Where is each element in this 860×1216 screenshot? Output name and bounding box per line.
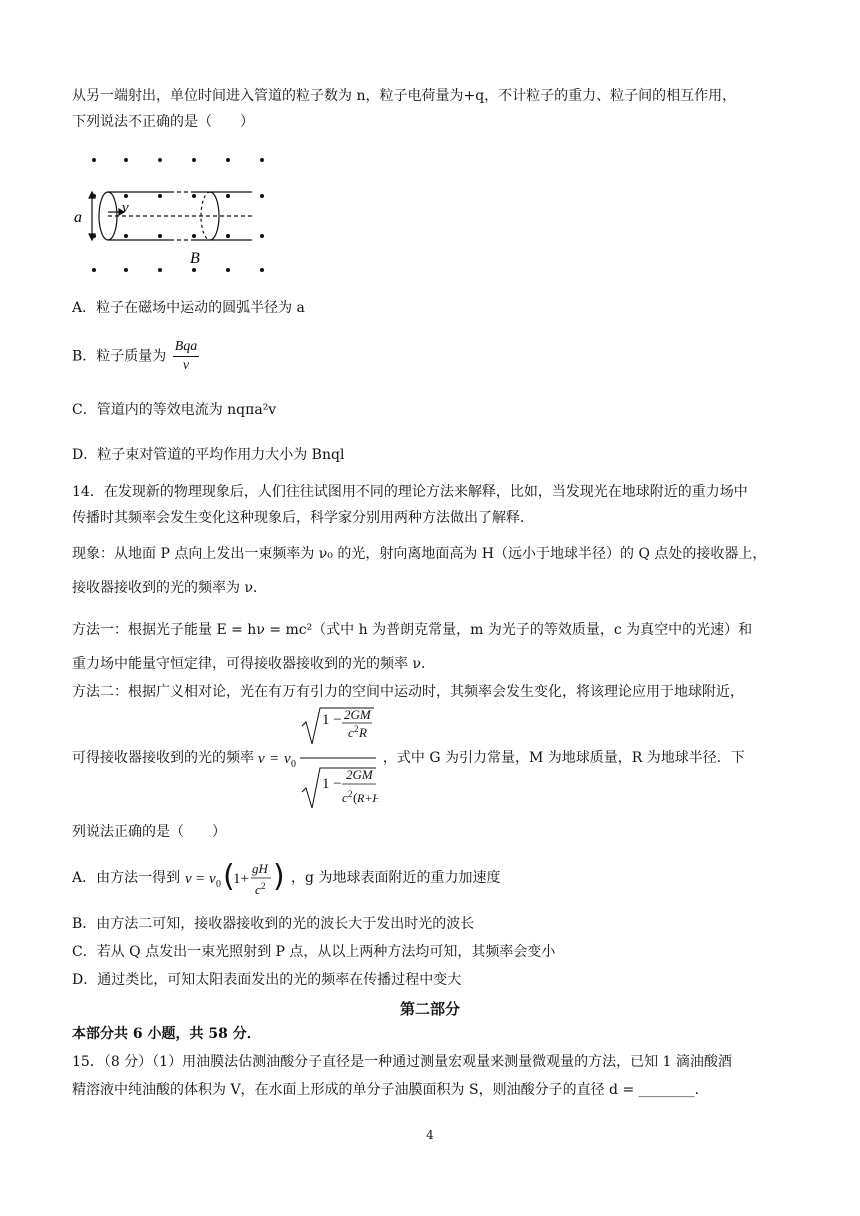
q14-method1-line2: 重力场中能量守恒定律，可得接收器接收到的光的频率 ν． <box>72 656 435 672</box>
svg-text:ν: ν <box>258 751 266 767</box>
pipe <box>89 192 252 240</box>
svg-text:0: 0 <box>291 759 297 770</box>
svg-text:2: 2 <box>260 881 266 891</box>
svg-text:2: 2 <box>348 789 353 799</box>
q13-option-c: C．管道内的等效电流为 nqπa²v <box>72 402 277 418</box>
label-B: B <box>190 250 200 267</box>
q14-method2-line1: 方法二：根据广义相对论，光在有万有引力的空间中运动时，其频率会发生变化，将该理论应用于地球附近， <box>72 684 744 700</box>
svg-text:c: c <box>348 725 355 740</box>
svg-text:c: c <box>254 882 261 897</box>
q14-method2-line2 <box>72 707 745 805</box>
q13-option-b-prefix: B．粒子质量为 <box>72 348 167 365</box>
q14-option-c: C．若从 Q 点发出一束光照射到 P 点，从以上两种方法均可知，其频率会变小 <box>72 944 556 960</box>
svg-text:gH: gH <box>251 861 268 876</box>
svg-text:R: R <box>359 725 368 740</box>
svg-text:=: = <box>270 751 279 767</box>
q14-option-a-suffix: ，g 为地球表面附近的重力加速度 <box>291 870 501 886</box>
q13-option-b <box>72 338 201 375</box>
svg-text:2GM: 2GM <box>344 707 372 722</box>
part2-summary: 本部分共 6 小题，共 58 分． <box>72 1026 261 1042</box>
magnetic-pipe-figure <box>70 150 280 285</box>
q14-stem-line1: 14．在发现新的物理现象后，人们往往试图用不同的理论方法来解释，比如，当发现光在地球附近的重力场中 <box>72 484 748 500</box>
q14-method2-line3: 列说法正确的是（ ） <box>72 824 226 840</box>
label-a: a <box>74 209 82 226</box>
page-number: 4 <box>426 1128 434 1142</box>
svg-text:ν: ν <box>184 871 192 887</box>
part2-heading: 第二部分 <box>399 1000 460 1018</box>
frequency-formula <box>258 706 378 810</box>
q15-line1: 15．（8 分）（1）用油膜法估测油酸分子直径是一种通过测量宏观量来测量微观量的方法，已知 1 滴油酸酒 <box>72 1054 732 1070</box>
svg-text:2: 2 <box>354 724 359 734</box>
svg-text:1 −: 1 − <box>322 712 343 728</box>
q14-method2-suffix: ，式中 G 为引力常量，M 为地球质量，R 为地球半径．下 <box>382 750 745 766</box>
q14-option-a <box>72 859 501 897</box>
q14-stem-line2: 传播时其频率会发生变化这种现象后，科学家分别用两种方法做出了解释． <box>72 510 534 526</box>
field-dots <box>92 158 264 272</box>
q14-option-b: B．由方法二可知，接收器接收到的光的波长大于发出时光的波长 <box>72 916 475 932</box>
svg-text:1 −: 1 − <box>322 776 343 792</box>
q14-method2-prefix: 可得接收器接收到的光的频率 <box>72 750 254 766</box>
svg-text:=: = <box>195 871 205 887</box>
mass-numerator: Bqa <box>173 338 200 357</box>
method1-formula <box>185 856 287 900</box>
q14-phenomenon-line2: 接收器接收到的光的频率为 ν． <box>72 580 267 596</box>
q14-phenomenon-line1: 现象：从地面 P 点向上发出一束频率为 ν₀ 的光，射向离地面高为 H（远小于地球半径）的 Q 点处的接收器上， <box>72 546 767 562</box>
svg-text:(: ( <box>222 859 235 894</box>
q13-option-d: D．粒子束对管道的平均作用力大小为 Bnql <box>72 447 345 463</box>
q14-option-a-prefix: A．由方法一得到 <box>72 870 181 886</box>
svg-text:(: ( <box>353 790 358 805</box>
svg-text:2GM: 2GM <box>346 767 374 782</box>
q13-intro-line2: 下列说法不正确的是（ ） <box>72 114 254 130</box>
mass-fraction <box>173 338 200 375</box>
label-v: v <box>122 200 129 216</box>
svg-text:ν: ν <box>284 751 292 767</box>
svg-text:): ) <box>272 859 285 894</box>
svg-text:R+H: R+ <box>357 791 373 805</box>
q13-intro-line1: 从另一端射出，单位时间进入管道的粒子数为 n，粒子电荷量为+q，不计粒子的重力、粒子间的相互作用， <box>72 88 737 104</box>
svg-text:0: 0 <box>215 879 221 890</box>
svg-text:ν: ν <box>208 871 216 887</box>
svg-text:1+: 1+ <box>232 871 249 887</box>
q14-option-d: D．通过类比，可知太阳表面发出的光的频率在传播过程中变大 <box>72 972 462 988</box>
q13-option-a: A．粒子在磁场中运动的圆弧半径为 a <box>72 300 305 316</box>
q15-line2: 精溶液中纯油酸的体积为 V，在水面上形成的单分子油膜面积为 S，则油酸分子的直径 d = ________． <box>72 1082 709 1098</box>
q14-method1-line1: 方法一：根据光子能量 E = hν = mc²（式中 h 为普朗克常量，m 为光子的等效质量，c 为真空中的光速）和 <box>72 622 753 638</box>
svg-text:c: c <box>342 790 349 805</box>
mass-denominator: v <box>182 358 190 373</box>
